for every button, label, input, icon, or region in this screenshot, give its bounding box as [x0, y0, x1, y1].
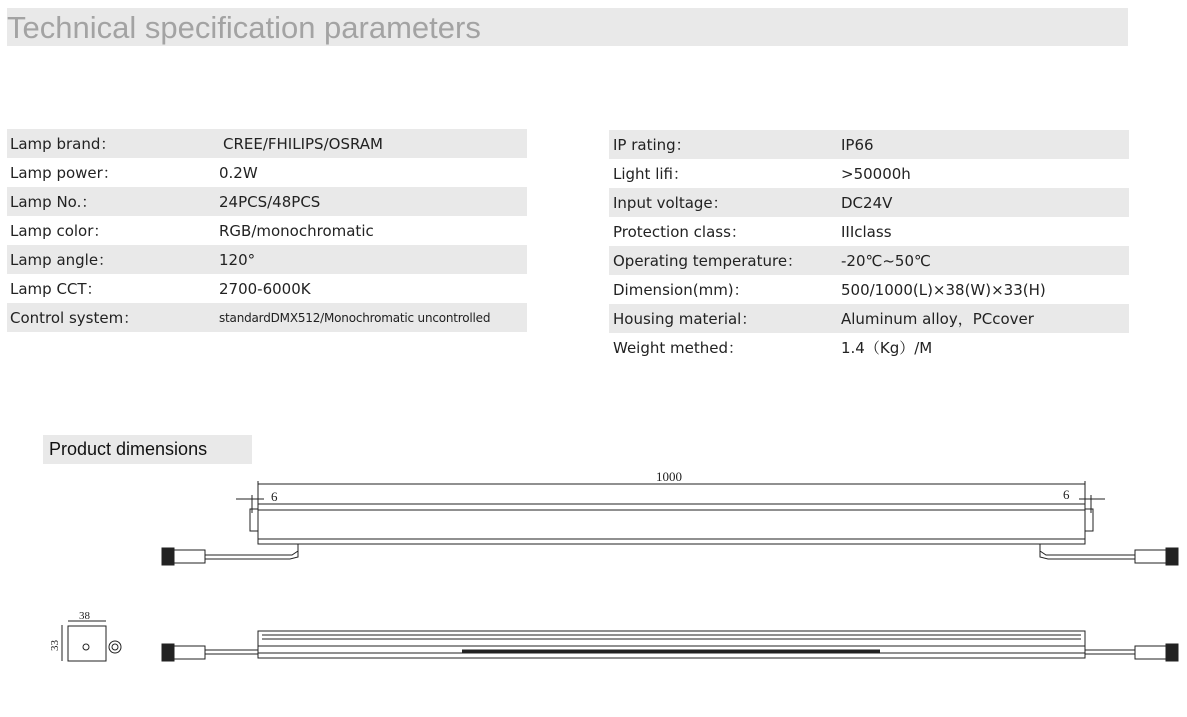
- product-dimension-drawing: [0, 465, 1187, 715]
- spec-label: Lamp power：: [10, 164, 118, 182]
- spec-label: Operating temperature：: [609, 246, 841, 275]
- cross-section-hole: [83, 644, 89, 650]
- dimensions-section-title: Product dimensions: [49, 439, 208, 459]
- spec-value: -20℃~50℃: [841, 246, 1129, 275]
- spec-label: Light lifi：: [613, 165, 688, 183]
- spec-value: IIIclass: [841, 222, 892, 241]
- connector-right: [1135, 550, 1166, 563]
- spec-value: DC24V: [841, 188, 1129, 217]
- connector-left: [162, 644, 174, 661]
- spec-value: RGB/monochromatic: [219, 221, 374, 240]
- spec-row: [609, 130, 1129, 159]
- spec-row: [609, 246, 1129, 275]
- spec-row: [7, 158, 527, 187]
- spec-row: [609, 159, 1129, 188]
- spec-label: Lamp brand：: [7, 129, 219, 158]
- right-offset-label: 6: [1063, 487, 1070, 502]
- height-label: 33: [49, 640, 61, 651]
- spec-row: [7, 187, 527, 216]
- spec-value: 24PCS/48PCS: [219, 187, 527, 216]
- spec-label: Input voltage：: [609, 188, 841, 217]
- spec-value: 500/1000(L)×38(W)×33(H): [841, 280, 1046, 299]
- connector-left: [174, 646, 205, 659]
- spec-value: 2700-6000K: [219, 279, 311, 298]
- connector-left: [162, 548, 174, 565]
- spec-row: [7, 274, 527, 303]
- spec-row: [7, 129, 527, 158]
- spec-value: 120°: [219, 245, 527, 274]
- end-cap-left: [250, 509, 258, 531]
- page-title: Technical specification parameters: [7, 10, 481, 45]
- spec-row: [7, 245, 527, 274]
- left-spec-table: [7, 129, 527, 332]
- spec-label: Protection class：: [613, 223, 746, 241]
- connector-right: [1135, 646, 1166, 659]
- spec-label: Lamp color：: [10, 222, 109, 240]
- cross-section-body: [68, 626, 106, 661]
- spec-row: [609, 217, 1129, 246]
- dimensions-section-bar: [43, 435, 252, 464]
- spec-label: Control system：: [7, 303, 219, 332]
- connector-left: [174, 550, 205, 563]
- width-label: 38: [79, 610, 90, 622]
- spec-value: 0.2W: [219, 163, 258, 182]
- spec-value: Aluminum alloy，PCcover: [841, 304, 1129, 333]
- connector-right: [1166, 548, 1178, 565]
- spec-row: [609, 275, 1129, 304]
- spec-row: [7, 303, 527, 332]
- title-bar: [7, 8, 1128, 46]
- right-cable: [1040, 544, 1135, 555]
- left-cable: [205, 544, 298, 555]
- spec-label: IP rating：: [609, 130, 841, 159]
- connector-right: [1166, 644, 1178, 661]
- spec-label: Weight methed：: [613, 339, 744, 357]
- connector-end-view: [112, 644, 118, 650]
- right-cable: [1040, 544, 1135, 559]
- spec-value: standardDMX512/Monochromatic uncontrolled: [219, 303, 527, 332]
- spec-row: [609, 188, 1129, 217]
- spec-label: Lamp angle：: [7, 245, 219, 274]
- spec-label: Dimension(mm)：: [613, 281, 749, 299]
- end-cap-right: [1085, 509, 1093, 531]
- left-offset-label: 6: [271, 489, 278, 504]
- length-label: 1000: [656, 469, 682, 484]
- spec-value: >50000h: [841, 164, 911, 183]
- connector-end-view: [109, 641, 121, 653]
- spec-value: IP66: [841, 130, 1129, 159]
- spec-row: [609, 304, 1129, 333]
- spec-label: Lamp CCT：: [10, 280, 102, 298]
- spec-row: [7, 216, 527, 245]
- spec-label: Lamp No.：: [7, 187, 219, 216]
- left-cable: [205, 544, 298, 559]
- spec-row: [609, 333, 1129, 362]
- right-spec-table: [609, 130, 1129, 362]
- spec-value: CREE/FHILIPS/OSRAM: [219, 129, 527, 158]
- spec-value: 1.4（Kg）/M: [841, 339, 933, 357]
- spec-label: Housing material：: [609, 304, 841, 333]
